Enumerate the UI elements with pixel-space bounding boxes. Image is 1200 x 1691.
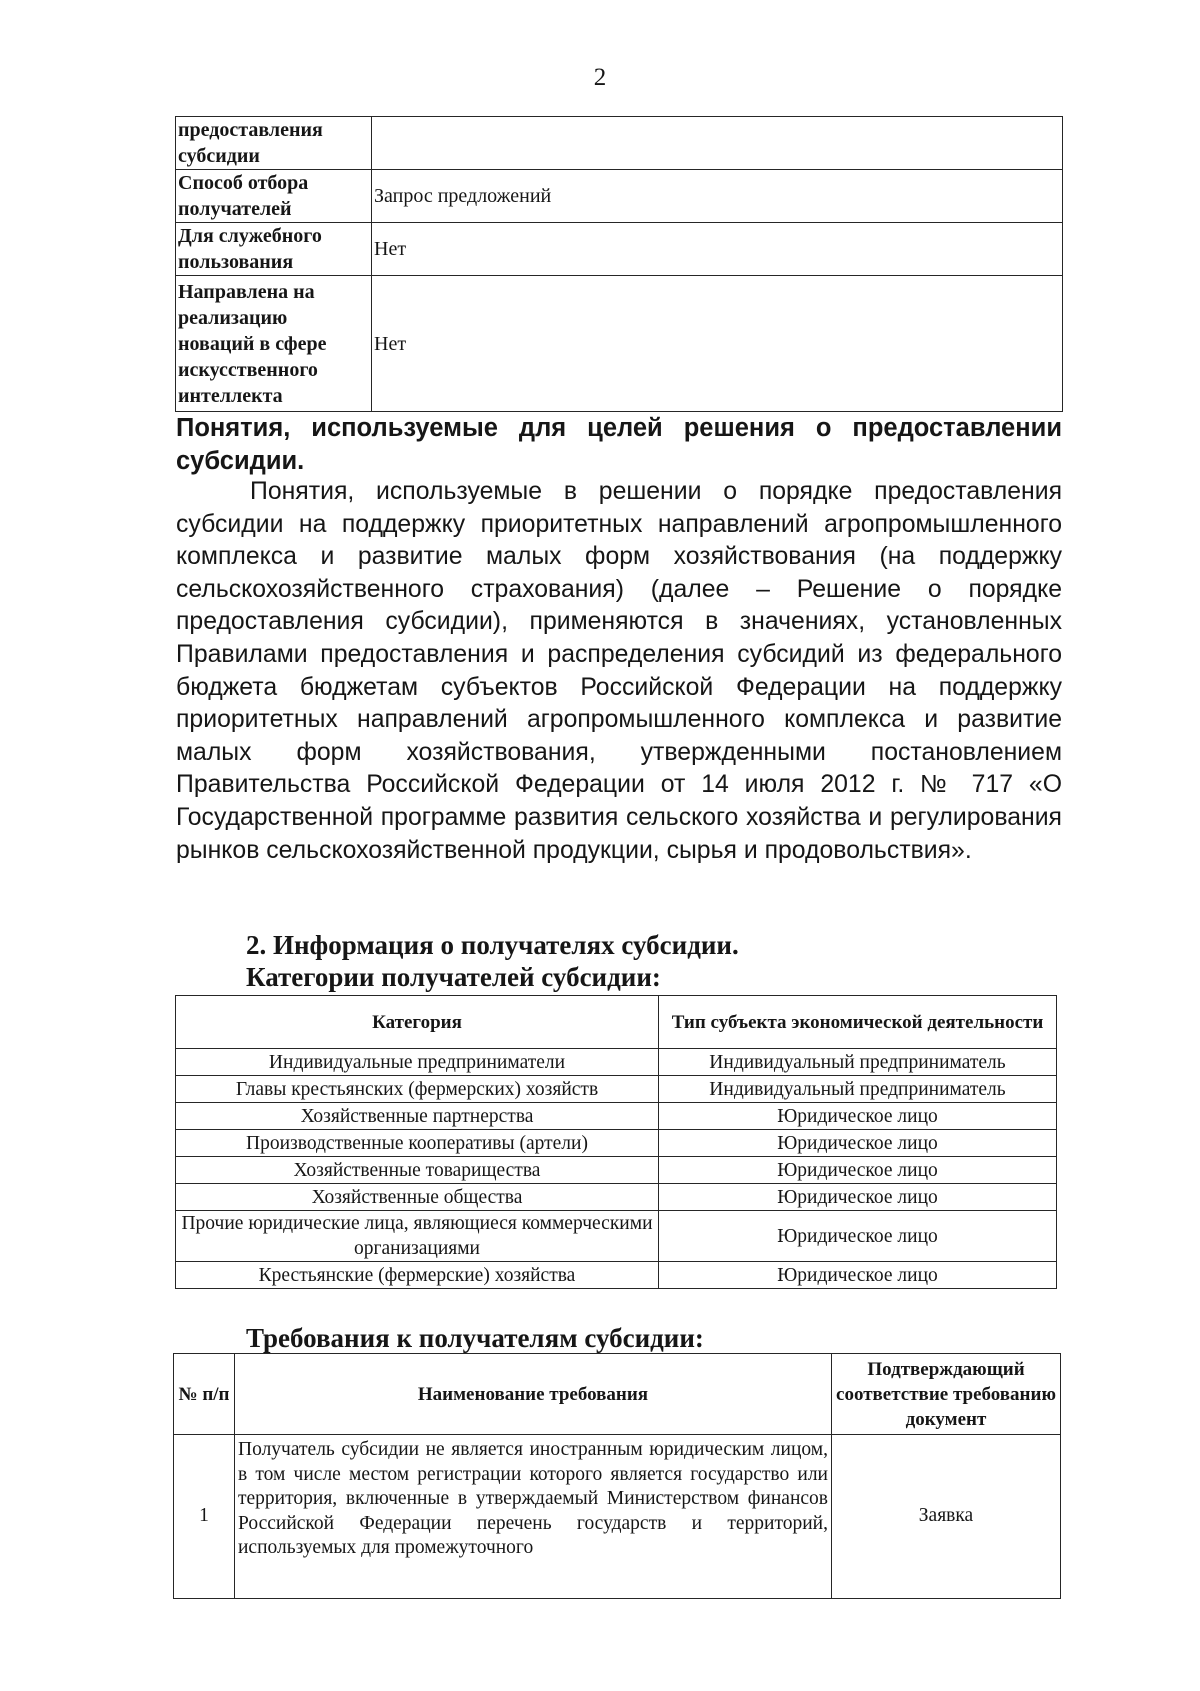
table-header-row xyxy=(174,1354,1061,1435)
metadata-key: Направлена на реализацию новаций в сфере искусственного интеллекта xyxy=(176,276,372,412)
category-cell: Хозяйственные товарищества xyxy=(176,1157,659,1184)
entity-type-cell: Индивидуальный предприниматель xyxy=(659,1076,1057,1103)
recipient-categories-table xyxy=(175,995,1057,1289)
table-row xyxy=(176,170,1063,223)
table-row xyxy=(176,1262,1057,1289)
table-row xyxy=(176,223,1063,276)
table-row xyxy=(176,1049,1057,1076)
column-header-category: Категория xyxy=(176,996,659,1049)
categories-heading: Категории получателей субсидии: xyxy=(246,962,661,992)
table-row xyxy=(174,1435,1061,1599)
metadata-value xyxy=(372,117,1063,170)
metadata-value: Запрос предложений xyxy=(372,170,1063,223)
requirement-text: Получатель субсидии не является иностранным юридическим лицом, в том числе местом регистрации которого является государство или территория, включенные в утверждаемый Министерством финансов Российской Федерации перечень государств и территорий, используемых для промежуточного xyxy=(235,1435,832,1599)
entity-type-cell: Юридическое лицо xyxy=(659,1262,1057,1289)
page-number: 2 xyxy=(593,64,607,91)
table-header-row xyxy=(176,996,1057,1049)
table-row xyxy=(176,1184,1057,1211)
concepts-heading: Понятия, используемые для целей решения о предоставлении субсидии. xyxy=(176,414,1062,475)
metadata-key: Для служебного пользования xyxy=(176,223,372,276)
recipients-section-heading: 2. Информация о получателях субсидии. xyxy=(246,930,739,960)
column-header-document: Подтверждающий соответствие требованию документ xyxy=(832,1354,1061,1435)
entity-type-cell: Индивидуальный предприниматель xyxy=(659,1049,1057,1076)
column-header-requirement: Наименование требования xyxy=(235,1354,832,1435)
table-row xyxy=(176,1211,1057,1262)
category-cell: Производственные кооперативы (артели) xyxy=(176,1130,659,1157)
entity-type-cell: Юридическое лицо xyxy=(659,1211,1057,1262)
requirement-document: Заявка xyxy=(832,1435,1061,1599)
category-cell: Индивидуальные предприниматели xyxy=(176,1049,659,1076)
recipient-requirements-table xyxy=(173,1353,1061,1599)
subsidy-metadata-table xyxy=(175,116,1063,412)
entity-type-cell: Юридическое лицо xyxy=(659,1184,1057,1211)
entity-type-cell: Юридическое лицо xyxy=(659,1130,1057,1157)
entity-type-cell: Юридическое лицо xyxy=(659,1157,1057,1184)
category-cell: Главы крестьянских (фермерских) хозяйств xyxy=(176,1076,659,1103)
metadata-value: Нет xyxy=(372,223,1063,276)
metadata-key: Способ отбора получателей xyxy=(176,170,372,223)
category-cell: Прочие юридические лица, являющиеся коммерческими организациями xyxy=(176,1211,659,1262)
entity-type-cell: Юридическое лицо xyxy=(659,1103,1057,1130)
requirements-heading: Требования к получателям субсидии: xyxy=(246,1323,704,1353)
table-row xyxy=(176,117,1063,170)
column-header-number: № п/п xyxy=(174,1354,235,1435)
table-row xyxy=(176,276,1063,412)
concepts-paragraph: Понятия, используемые в решении о порядке предоставления субсидии на поддержку приоритетных направлений агропромышленного комплекса и развитие малых форм хозяйствования (на поддержку сельскохозяйственного страхования) (далее – Решение о порядке предоставления субсидии), применяются в значениях, установленных Правилами предоставления и распределения субсидий из федерального бюджета бюджетам субъектов Российской Федерации на поддержку приоритетных направлений агропромышленного комплекса и развитие малых форм хозяйствования, утвержденными постановлением Правительства Российской Федерации от 14 июля 2012 г. № 717 «О Государственной программе развития сельского хозяйства и регулирования рынков сельскохозяйственной продукции, сырья и продовольствия». xyxy=(176,478,1062,864)
metadata-value: Нет xyxy=(372,276,1063,412)
category-cell: Хозяйственные партнерства xyxy=(176,1103,659,1130)
column-header-entity-type: Тип субъекта экономической деятельности xyxy=(659,996,1057,1049)
category-cell: Крестьянские (фермерские) хозяйства xyxy=(176,1262,659,1289)
metadata-key: предоставления субсидии xyxy=(176,117,372,170)
table-row xyxy=(176,1103,1057,1130)
table-row xyxy=(176,1157,1057,1184)
table-row xyxy=(176,1130,1057,1157)
requirement-number: 1 xyxy=(174,1435,235,1599)
table-row xyxy=(176,1076,1057,1103)
category-cell: Хозяйственные общества xyxy=(176,1184,659,1211)
